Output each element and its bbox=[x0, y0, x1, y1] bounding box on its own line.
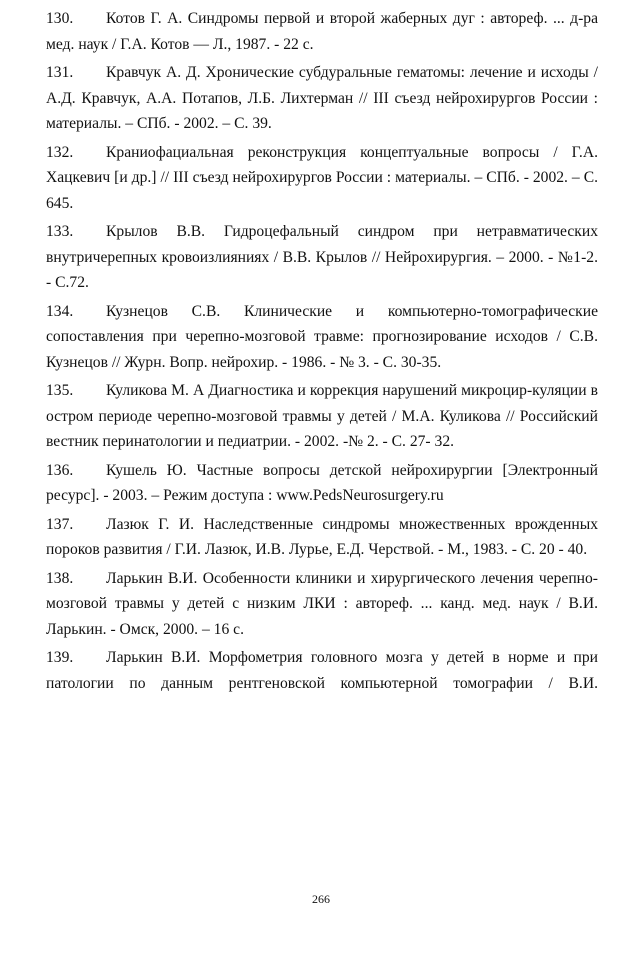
reference-number: 134. bbox=[46, 302, 74, 320]
reference-text: Куликова М. А Диагностика и коррекция нарушений микроцир-куляции в остром периоде черепно-мозговой травмы у детей / М.А. Куликова // Российский вестник перинатологии и педиатрии. - 2002. -№ 2. - С. 27- 32. bbox=[46, 382, 598, 450]
reference-number: 133. bbox=[46, 223, 74, 240]
reference-text: Кузнецов С.В. Клинические и компьютерно-томографические сопоставления при черепно-мозговой травме: прогнозирование исходов / С.В. Кузнецов // Журн. Вопр. нейрохир. - 1986. - № 3. - С. 30-35. bbox=[46, 302, 598, 371]
reference-number: 135. bbox=[46, 382, 74, 399]
reference-number: 132. bbox=[46, 143, 74, 161]
reference-text: Кравчук А. Д. Хронические субдуральные гематомы: лечение и исходы / А.Д. Кравчук, А.А. Потапов, Л.Б. Лихтерман // III съезд нейрохирургов России : материалы. – СПб. - 2002. – С. 39. bbox=[46, 64, 598, 132]
reference-text: Крылов В.В. Гидроцефальный синдром при нетравматических внутричерепных кровоизлияниях / В.В. Крылов // Нейрохирургия. – 2000. - №1-2. - С.72. bbox=[46, 223, 598, 291]
reference-number: 139. bbox=[46, 649, 74, 666]
reference-text: Ларькин В.И. Морфометрия головного мозга у детей в норме и при патологии по данным рентгеновской компьютерной томографии / В.И. bbox=[46, 649, 598, 692]
reference-text: Котов Г. А. Синдромы первой и второй жаберных дуг : автореф. ... д-ра мед. наук / Г.А. Котов — Л., 1987. - 22 с. bbox=[46, 10, 598, 53]
reference-item bbox=[46, 299, 598, 376]
reference-item bbox=[46, 60, 598, 137]
reference-item bbox=[46, 378, 598, 455]
reference-number: 137. bbox=[46, 515, 74, 533]
reference-number: 130. bbox=[46, 10, 74, 27]
reference-item bbox=[46, 458, 598, 509]
reference-list bbox=[46, 6, 598, 699]
reference-item bbox=[46, 219, 598, 296]
reference-item bbox=[46, 566, 598, 643]
reference-item bbox=[46, 6, 598, 57]
reference-number: 138. bbox=[46, 569, 74, 587]
reference-number: 131. bbox=[46, 64, 74, 81]
reference-text: Кушель Ю. Частные вопросы детской нейрохирургии [Электронный ресурс]. - 2003. – Режим доступа : www.PedsNeurosurgery.ru bbox=[46, 461, 598, 504]
reference-text: Лазюк Г. И. Наследственные синдромы множественных врожденных пороков развития / Г.И. Лазюк, И.В. Лурье, Е.Д. Черствой. - М., 1983. - С. 20 - 40. bbox=[46, 515, 598, 558]
reference-item bbox=[46, 645, 598, 696]
reference-item bbox=[46, 140, 598, 217]
reference-number: 136. bbox=[46, 461, 74, 479]
reference-item bbox=[46, 512, 598, 563]
reference-text: Краниофациальная реконструкция концептуальные вопросы / Г.А. Хацкевич [и др.] // III съезд нейрохирургов России : материалы. – СПб. - 2002. – С. 645. bbox=[46, 143, 598, 212]
reference-text: Ларькин В.И. Особенности клиники и хирургического лечения черепно-мозговой травмы у детей с низким ЛКИ : автореф. ... канд. мед. наук / В.И. Ларькин. - Омск, 2000. – 16 с. bbox=[46, 569, 598, 638]
page-number: 266 bbox=[312, 892, 330, 906]
